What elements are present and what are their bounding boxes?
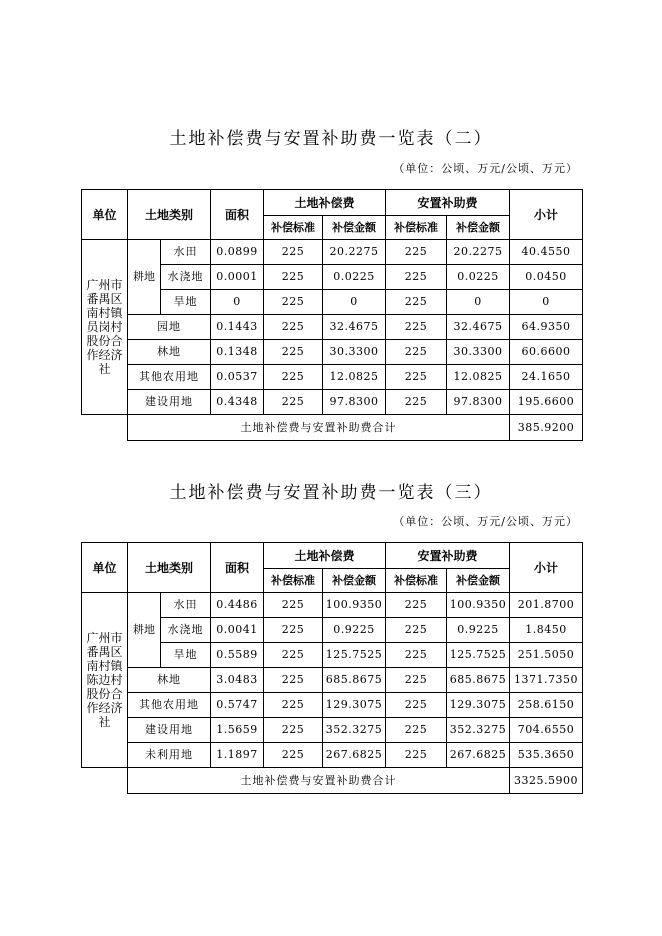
lc-std: 225 xyxy=(264,643,323,668)
area: 0.1348 xyxy=(211,340,264,365)
header-lc-std: 补偿标准 xyxy=(264,216,323,240)
table2-unit-note: （单位：公顷、万元/公顷、万元） xyxy=(393,162,578,175)
subtotal: 0.0450 xyxy=(510,265,583,290)
rs-std: 225 xyxy=(386,618,447,643)
header-unit: 单位 xyxy=(82,190,128,240)
rs-amt: 0 xyxy=(447,290,510,315)
rs-amt: 97.8300 xyxy=(447,390,510,415)
subtotal: 1371.7350 xyxy=(510,668,583,693)
header-land-type: 土地类别 xyxy=(128,190,211,240)
land-type: 水浇地 xyxy=(161,265,211,290)
header-lc-amt: 补偿金额 xyxy=(323,569,386,593)
area: 0.1443 xyxy=(211,315,264,340)
lc-amt: 0.9225 xyxy=(323,618,386,643)
land-type: 林地 xyxy=(128,340,211,365)
lc-std: 225 xyxy=(264,593,323,618)
lc-std: 225 xyxy=(264,265,323,290)
area: 3.0483 xyxy=(211,668,264,693)
rs-std: 225 xyxy=(386,240,447,265)
rs-amt: 129.3075 xyxy=(447,693,510,718)
group-label: 耕地 xyxy=(128,593,161,668)
owner-name: 广州市番禺区南村镇陈边村股份合作经济社 xyxy=(86,631,123,729)
table2-title: 土地补偿费与安置补助费一览表（二） xyxy=(169,129,493,149)
lc-amt: 0.0225 xyxy=(323,265,386,290)
land-type: 园地 xyxy=(128,315,211,340)
lc-std: 225 xyxy=(264,390,323,415)
lc-std: 225 xyxy=(264,668,323,693)
area: 0 xyxy=(211,290,264,315)
rs-std: 225 xyxy=(386,315,447,340)
rs-std: 225 xyxy=(386,365,447,390)
total-label: 土地补偿费与安置补助费合计 xyxy=(128,768,510,794)
subtotal: 40.4550 xyxy=(510,240,583,265)
land-type: 林地 xyxy=(128,668,211,693)
header-rs-std: 补偿标准 xyxy=(386,569,447,593)
header-land-comp: 土地补偿费 xyxy=(264,543,386,569)
total-label: 土地补偿费与安置补助费合计 xyxy=(128,415,510,441)
total-value: 385.9200 xyxy=(510,415,583,441)
lc-amt: 352.3275 xyxy=(323,718,386,743)
subtotal: 195.6600 xyxy=(510,390,583,415)
total-row xyxy=(82,768,583,794)
rs-std: 225 xyxy=(386,743,447,768)
rs-amt: 12.0825 xyxy=(447,365,510,390)
total-row xyxy=(82,415,583,441)
header-land-type: 土地类别 xyxy=(128,543,211,593)
header-area: 面积 xyxy=(211,543,264,593)
table-row xyxy=(82,718,583,743)
table3-unit-note: （单位：公顷、万元/公顷、万元） xyxy=(393,515,578,528)
area: 1.5659 xyxy=(211,718,264,743)
lc-amt: 0 xyxy=(323,290,386,315)
rs-amt: 352.3275 xyxy=(447,718,510,743)
land-type: 旱地 xyxy=(161,290,211,315)
rs-std: 225 xyxy=(386,340,447,365)
table3-title: 土地补偿费与安置补助费一览表（三） xyxy=(169,483,493,503)
rs-amt: 20.2275 xyxy=(447,240,510,265)
owner-cell xyxy=(82,240,128,415)
subtotal: 24.1650 xyxy=(510,365,583,390)
header-lc-std: 补偿标准 xyxy=(264,569,323,593)
rs-std: 225 xyxy=(386,668,447,693)
rs-amt: 30.3300 xyxy=(447,340,510,365)
subtotal: 64.9350 xyxy=(510,315,583,340)
subtotal: 251.5050 xyxy=(510,643,583,668)
area: 0.5747 xyxy=(211,693,264,718)
land-type: 其他农用地 xyxy=(128,693,211,718)
lc-amt: 125.7525 xyxy=(323,643,386,668)
blank-cell xyxy=(82,415,128,441)
subtotal: 1.8450 xyxy=(510,618,583,643)
area: 0.4486 xyxy=(211,593,264,618)
header-land-comp: 土地补偿费 xyxy=(264,190,386,216)
table-row xyxy=(82,340,583,365)
rs-amt: 125.7525 xyxy=(447,643,510,668)
total-value: 3325.5900 xyxy=(510,768,583,794)
lc-std: 225 xyxy=(264,365,323,390)
lc-std: 225 xyxy=(264,618,323,643)
land-type: 水田 xyxy=(161,593,211,618)
land-type: 建设用地 xyxy=(128,390,211,415)
table-row xyxy=(82,315,583,340)
subtotal: 201.8700 xyxy=(510,593,583,618)
rs-amt: 0.9225 xyxy=(447,618,510,643)
lc-amt: 32.4675 xyxy=(323,315,386,340)
lc-std: 225 xyxy=(264,290,323,315)
subtotal: 258.6150 xyxy=(510,693,583,718)
lc-std: 225 xyxy=(264,315,323,340)
subtotal: 704.6550 xyxy=(510,718,583,743)
header-rs-amt: 补偿金额 xyxy=(447,216,510,240)
area: 0.0537 xyxy=(211,365,264,390)
table-row xyxy=(82,240,583,265)
table2 xyxy=(81,189,583,441)
table-row xyxy=(82,693,583,718)
subtotal: 0 xyxy=(510,290,583,315)
lc-amt: 12.0825 xyxy=(323,365,386,390)
land-type: 旱地 xyxy=(161,643,211,668)
land-type: 建设用地 xyxy=(128,718,211,743)
lc-std: 225 xyxy=(264,743,323,768)
header-area: 面积 xyxy=(211,190,264,240)
rs-amt: 32.4675 xyxy=(447,315,510,340)
lc-amt: 685.8675 xyxy=(323,668,386,693)
subtotal: 535.3650 xyxy=(510,743,583,768)
area: 0.5589 xyxy=(211,643,264,668)
lc-std: 225 xyxy=(264,240,323,265)
table-row xyxy=(82,593,583,618)
land-type: 水田 xyxy=(161,240,211,265)
rs-std: 225 xyxy=(386,718,447,743)
area: 1.1897 xyxy=(211,743,264,768)
table-row xyxy=(82,743,583,768)
lc-amt: 20.2275 xyxy=(323,240,386,265)
header-lc-amt: 补偿金额 xyxy=(323,216,386,240)
rs-std: 225 xyxy=(386,390,447,415)
rs-std: 225 xyxy=(386,593,447,618)
header-unit: 单位 xyxy=(82,543,128,593)
header-resettle: 安置补助费 xyxy=(386,543,510,569)
group-label: 耕地 xyxy=(128,240,161,315)
lc-amt: 30.3300 xyxy=(323,340,386,365)
lc-std: 225 xyxy=(264,693,323,718)
area: 0.0041 xyxy=(211,618,264,643)
owner-name: 广州市番禺区南村镇员岗村股份合作经济社 xyxy=(86,278,123,376)
area: 0.4348 xyxy=(211,390,264,415)
header-row xyxy=(82,190,583,216)
rs-std: 225 xyxy=(386,643,447,668)
blank-cell xyxy=(82,768,128,794)
lc-amt: 97.8300 xyxy=(323,390,386,415)
table-row xyxy=(82,390,583,415)
subtotal: 60.6600 xyxy=(510,340,583,365)
header-subtotal: 小计 xyxy=(510,190,583,240)
rs-std: 225 xyxy=(386,693,447,718)
lc-amt: 267.6825 xyxy=(323,743,386,768)
rs-amt: 100.9350 xyxy=(447,593,510,618)
rs-std: 225 xyxy=(386,290,447,315)
lc-std: 225 xyxy=(264,340,323,365)
rs-amt: 0.0225 xyxy=(447,265,510,290)
rs-amt: 267.6825 xyxy=(447,743,510,768)
table-row xyxy=(82,668,583,693)
land-type: 水浇地 xyxy=(161,618,211,643)
land-type: 其他农用地 xyxy=(128,365,211,390)
area: 0.0899 xyxy=(211,240,264,265)
lc-std: 225 xyxy=(264,718,323,743)
header-resettle: 安置补助费 xyxy=(386,190,510,216)
header-rs-amt: 补偿金额 xyxy=(447,569,510,593)
lc-amt: 100.9350 xyxy=(323,593,386,618)
header-rs-std: 补偿标准 xyxy=(386,216,447,240)
header-subtotal: 小计 xyxy=(510,543,583,593)
land-type: 未利用地 xyxy=(128,743,211,768)
header-row xyxy=(82,543,583,569)
rs-amt: 685.8675 xyxy=(447,668,510,693)
table3 xyxy=(81,542,583,794)
table-row xyxy=(82,365,583,390)
lc-amt: 129.3075 xyxy=(323,693,386,718)
rs-std: 225 xyxy=(386,265,447,290)
area: 0.0001 xyxy=(211,265,264,290)
owner-cell xyxy=(82,593,128,768)
